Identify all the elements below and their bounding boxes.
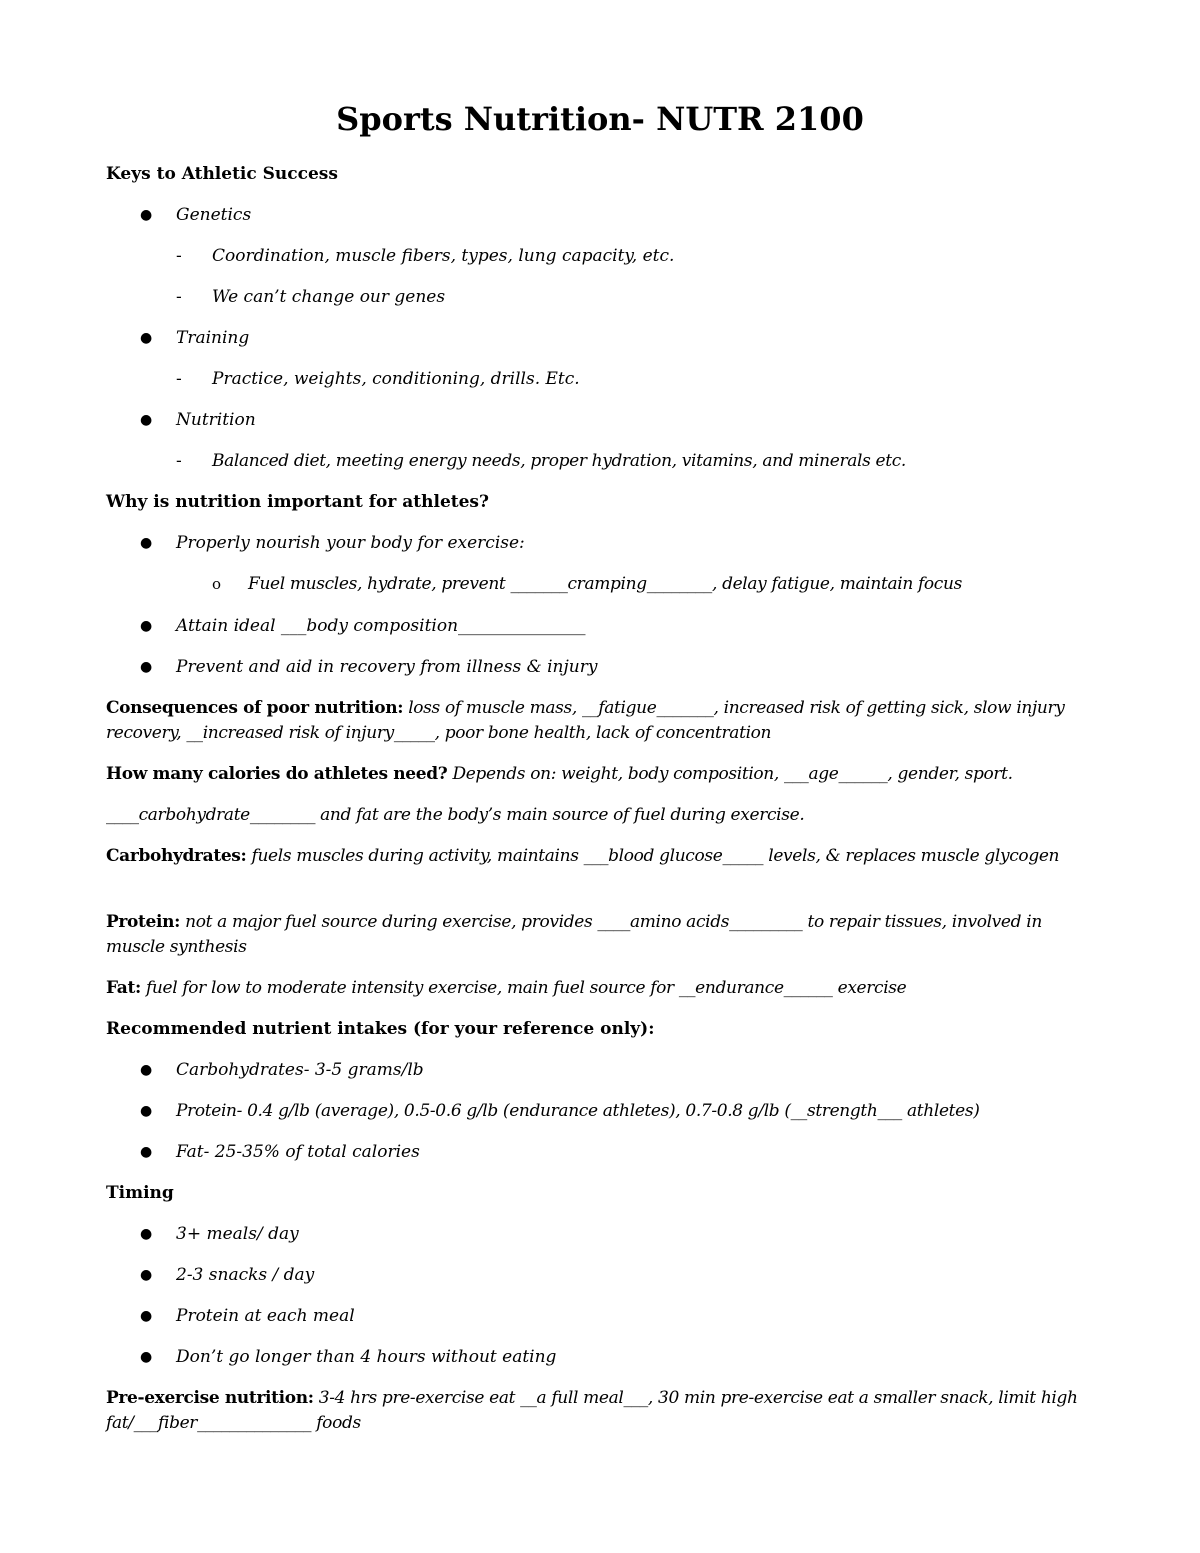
dash-icon: - bbox=[176, 369, 182, 389]
why-item: Properly nourish your body for exercise: bbox=[176, 533, 525, 553]
bullet-icon: ● bbox=[140, 659, 153, 675]
bullet-icon: ● bbox=[140, 1062, 153, 1078]
dash-icon: - bbox=[176, 451, 182, 471]
fat-label: Fat: bbox=[106, 978, 141, 998]
timing-item: 3+ meals/ day bbox=[176, 1224, 299, 1244]
keys-nutrition-item: Balanced diet, meeting energy needs, proper hydration, vitamins, and minerals etc. bbox=[212, 451, 906, 471]
fat-paragraph bbox=[106, 976, 906, 1001]
keys-nutrition: Nutrition bbox=[176, 410, 256, 430]
keys-genetics-item: Coordination, muscle fibers, types, lung capacity, etc. bbox=[212, 246, 675, 266]
pre-exercise-paragraph bbox=[106, 1386, 1101, 1436]
timing-item: Protein at each meal bbox=[176, 1306, 355, 1326]
why-heading: Why is nutrition important for athletes? bbox=[106, 492, 489, 512]
keys-heading: Keys to Athletic Success bbox=[106, 164, 338, 184]
protein-text: not a major fuel source during exercise, provides ____amino acids_________ to repair tissues, involved in muscle synthesis bbox=[106, 912, 1042, 957]
fat-text: fuel for low to moderate intensity exercise, main fuel source for __endurance______ exercise bbox=[140, 978, 907, 998]
protein-paragraph bbox=[106, 910, 1101, 960]
calories-text: Depends on: weight, body composition, ___age______, gender, sport. bbox=[447, 764, 1013, 784]
consequences-label: Consequences of poor nutrition: bbox=[106, 698, 404, 718]
dash-icon: - bbox=[176, 246, 182, 266]
carbs-text: fuels muscles during activity, maintains ___blood glucose_____ levels, & replaces muscle glycogen bbox=[246, 846, 1060, 866]
bullet-icon: ● bbox=[140, 207, 153, 223]
keys-genetics: Genetics bbox=[176, 205, 252, 225]
timing-item: Don’t go longer than 4 hours without eating bbox=[176, 1347, 557, 1367]
bullet-icon: ● bbox=[140, 1226, 153, 1242]
intakes-item: Fat- 25-35% of total calories bbox=[176, 1142, 420, 1162]
bullet-icon: ● bbox=[140, 1349, 153, 1365]
intakes-item: Protein- 0.4 g/lb (average), 0.5-0.6 g/lb (endurance athletes), 0.7-0.8 g/lb (__strength___ athletes) bbox=[176, 1101, 980, 1121]
why-item: Attain ideal ___body composition_______________ bbox=[176, 616, 586, 636]
protein-label: Protein: bbox=[106, 912, 181, 932]
intakes-item: Carbohydrates- 3-5 grams/lb bbox=[176, 1060, 424, 1080]
calories-label: How many calories do athletes need? bbox=[106, 764, 448, 784]
consequences-paragraph bbox=[106, 696, 1101, 746]
pre-exercise-text: 3-4 hrs pre-exercise eat __a full meal___, 30 min pre-exercise eat a smaller snack, limit high fat/___fiber______________ foods bbox=[106, 1388, 1078, 1433]
carbs-paragraph bbox=[106, 844, 1101, 869]
bullet-icon: ● bbox=[140, 535, 153, 551]
bullet-icon: ● bbox=[140, 412, 153, 428]
dash-icon: - bbox=[176, 287, 182, 307]
timing-heading: Timing bbox=[106, 1183, 174, 1203]
main-fuel-line: ____carbohydrate________ and fat are the body’s main source of fuel during exercise. bbox=[106, 805, 805, 825]
consequences-text: loss of muscle mass, __fatigue_______, increased risk of getting sick, slow injury recovery, __increased risk of injury_____, poor bone health, lack of concentration bbox=[106, 698, 1065, 743]
calories-paragraph bbox=[106, 762, 1013, 787]
page-title: Sports Nutrition- NUTR 2100 bbox=[336, 100, 864, 138]
keys-training: Training bbox=[176, 328, 250, 348]
circle-bullet-icon: o bbox=[212, 575, 222, 593]
keys-training-item: Practice, weights, conditioning, drills. Etc. bbox=[212, 369, 580, 389]
pre-exercise-label: Pre-exercise nutrition: bbox=[106, 1388, 314, 1408]
why-sub-item: Fuel muscles, hydrate, prevent _______cramping________, delay fatigue, maintain focus bbox=[248, 574, 962, 594]
intakes-heading: Recommended nutrient intakes (for your reference only): bbox=[106, 1019, 655, 1039]
bullet-icon: ● bbox=[140, 1103, 153, 1119]
bullet-icon: ● bbox=[140, 1308, 153, 1324]
bullet-icon: ● bbox=[140, 1267, 153, 1283]
timing-item: 2-3 snacks / day bbox=[176, 1265, 315, 1285]
bullet-icon: ● bbox=[140, 330, 153, 346]
keys-genetics-item: We can’t change our genes bbox=[212, 287, 446, 307]
why-item: Prevent and aid in recovery from illness & injury bbox=[176, 657, 598, 677]
bullet-icon: ● bbox=[140, 1144, 153, 1160]
carbs-label: Carbohydrates: bbox=[106, 846, 247, 866]
bullet-icon: ● bbox=[140, 618, 153, 634]
